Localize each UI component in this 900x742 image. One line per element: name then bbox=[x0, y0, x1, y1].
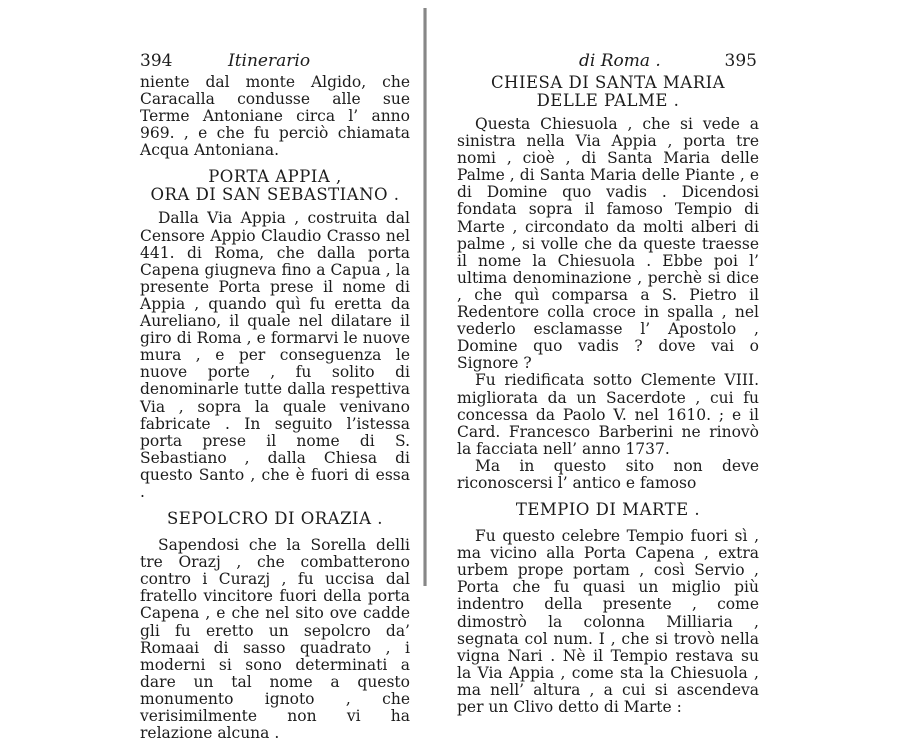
left-page bbox=[0, 0, 425, 742]
section-heading: PORTA APPIA , bbox=[208, 167, 342, 187]
section-heading: SEPOLCRO DI ORAZIA . bbox=[166, 509, 383, 529]
paragraph: Dalla Via Appia , costruita dal Censore Appio Claudio Crasso nel 441. di Roma, che dalla porta Capena giugneva fino a Capua , la presente Porta prese il nome di Appia , quando quì fu eretta da Aureliano, il quale nel dilatare il giro di Roma , e formarvi le nuove mura , e per conseguenza le nuove porte , fu solito di denominarle tutte dalla respettiva Via , sopra la quale venivano fabricate . In seguito l’istessa porta prese il nome di S. Sebastiano , dalla Chiesa di questo Santo , che è fuori di essa . bbox=[140, 209, 410, 501]
paragraph: Sapendosi che la Sorella delli tre Orazj , che combatterono contro i Curazj , fu uccisa dal fratello vincitore fuori della porta Capena , e che nel sito ove cadde gli fu eretto un sepolcro da’ Romaai di sasso quadrato , i moderni si sono determinati a dare un tal nome a questo monumento ignoto , che verisimilmente non vi ha relazione alcuna . bbox=[140, 536, 410, 742]
right-page bbox=[427, 0, 900, 716]
left-text-column bbox=[140, 74, 410, 742]
left-page-number: 394 bbox=[140, 51, 173, 71]
right-running-title: di Roma . bbox=[579, 51, 661, 71]
right-page-number: 395 bbox=[724, 51, 757, 71]
section-heading: CHIESA DI SANTA MARIA bbox=[490, 73, 726, 92]
paragraph: Fu riedificata sotto Clemente VIII. migliorata da un Sacerdote , cui fu concessa da Paolo V. nel 1610. ; e il Card. Francesco Barberini ne rinovò la facciata nell’ anno 1737. bbox=[457, 371, 759, 458]
paragraph: Ma in questo sito non deve riconoscersi l’ antico e famoso bbox=[457, 456, 759, 492]
paragraph: Questa Chiesuola , che si vede a sinistra nella Via Appia , porta tre nomi , cioè , di Santa Maria delle Palme , di Santa Maria delle Piante , e di Domine quo vadis . Dicendosi fondata sopra il famoso Tempio di Marte , circondato da molti alberi di palme , si volle che da queste traesse il nome la Chiesuola . Ebbe poi l’ ultima denominazione , perchè si dice , che quì comparsa a S. Pietro il Redentore colla croce in spalla , nel vederlo esclamasse l’ Apostolo , Domine quo vadis ? dove vai o Signore ? bbox=[457, 115, 759, 373]
left-running-title: Itinerario bbox=[228, 51, 311, 71]
right-running-head bbox=[487, 50, 757, 72]
left-running-head bbox=[140, 50, 408, 72]
section-heading: ORA DI SAN SEBASTIANO . bbox=[150, 185, 400, 205]
section-heading: DELLE PALME . bbox=[536, 91, 680, 110]
section-heading: TEMPIO DI MARTE . bbox=[515, 500, 701, 520]
right-text-column bbox=[457, 74, 759, 716]
paragraph: Fu questo celebre Tempio fuori sì , ma vicino alla Porta Capena , extra urbem prope portam , così Servio , Porta che fu quasi un miglio più indentro della presente , come dimostrò la colonna Milliaria , segnata col num. I , che si trovò nella vigna Nari . Nè il Tempio restava su la Via Appia , come sta la Chiesuola , ma nell’ altura , a cui si ascendeva per un Clivo detto di Marte : bbox=[457, 527, 759, 716]
paragraph: niente dal monte Algido, che Caracalla condusse alle sue Terme Antoniane circa l’ anno 969. , e che fu perciò chiamata Acqua Antoniana. bbox=[140, 73, 410, 160]
